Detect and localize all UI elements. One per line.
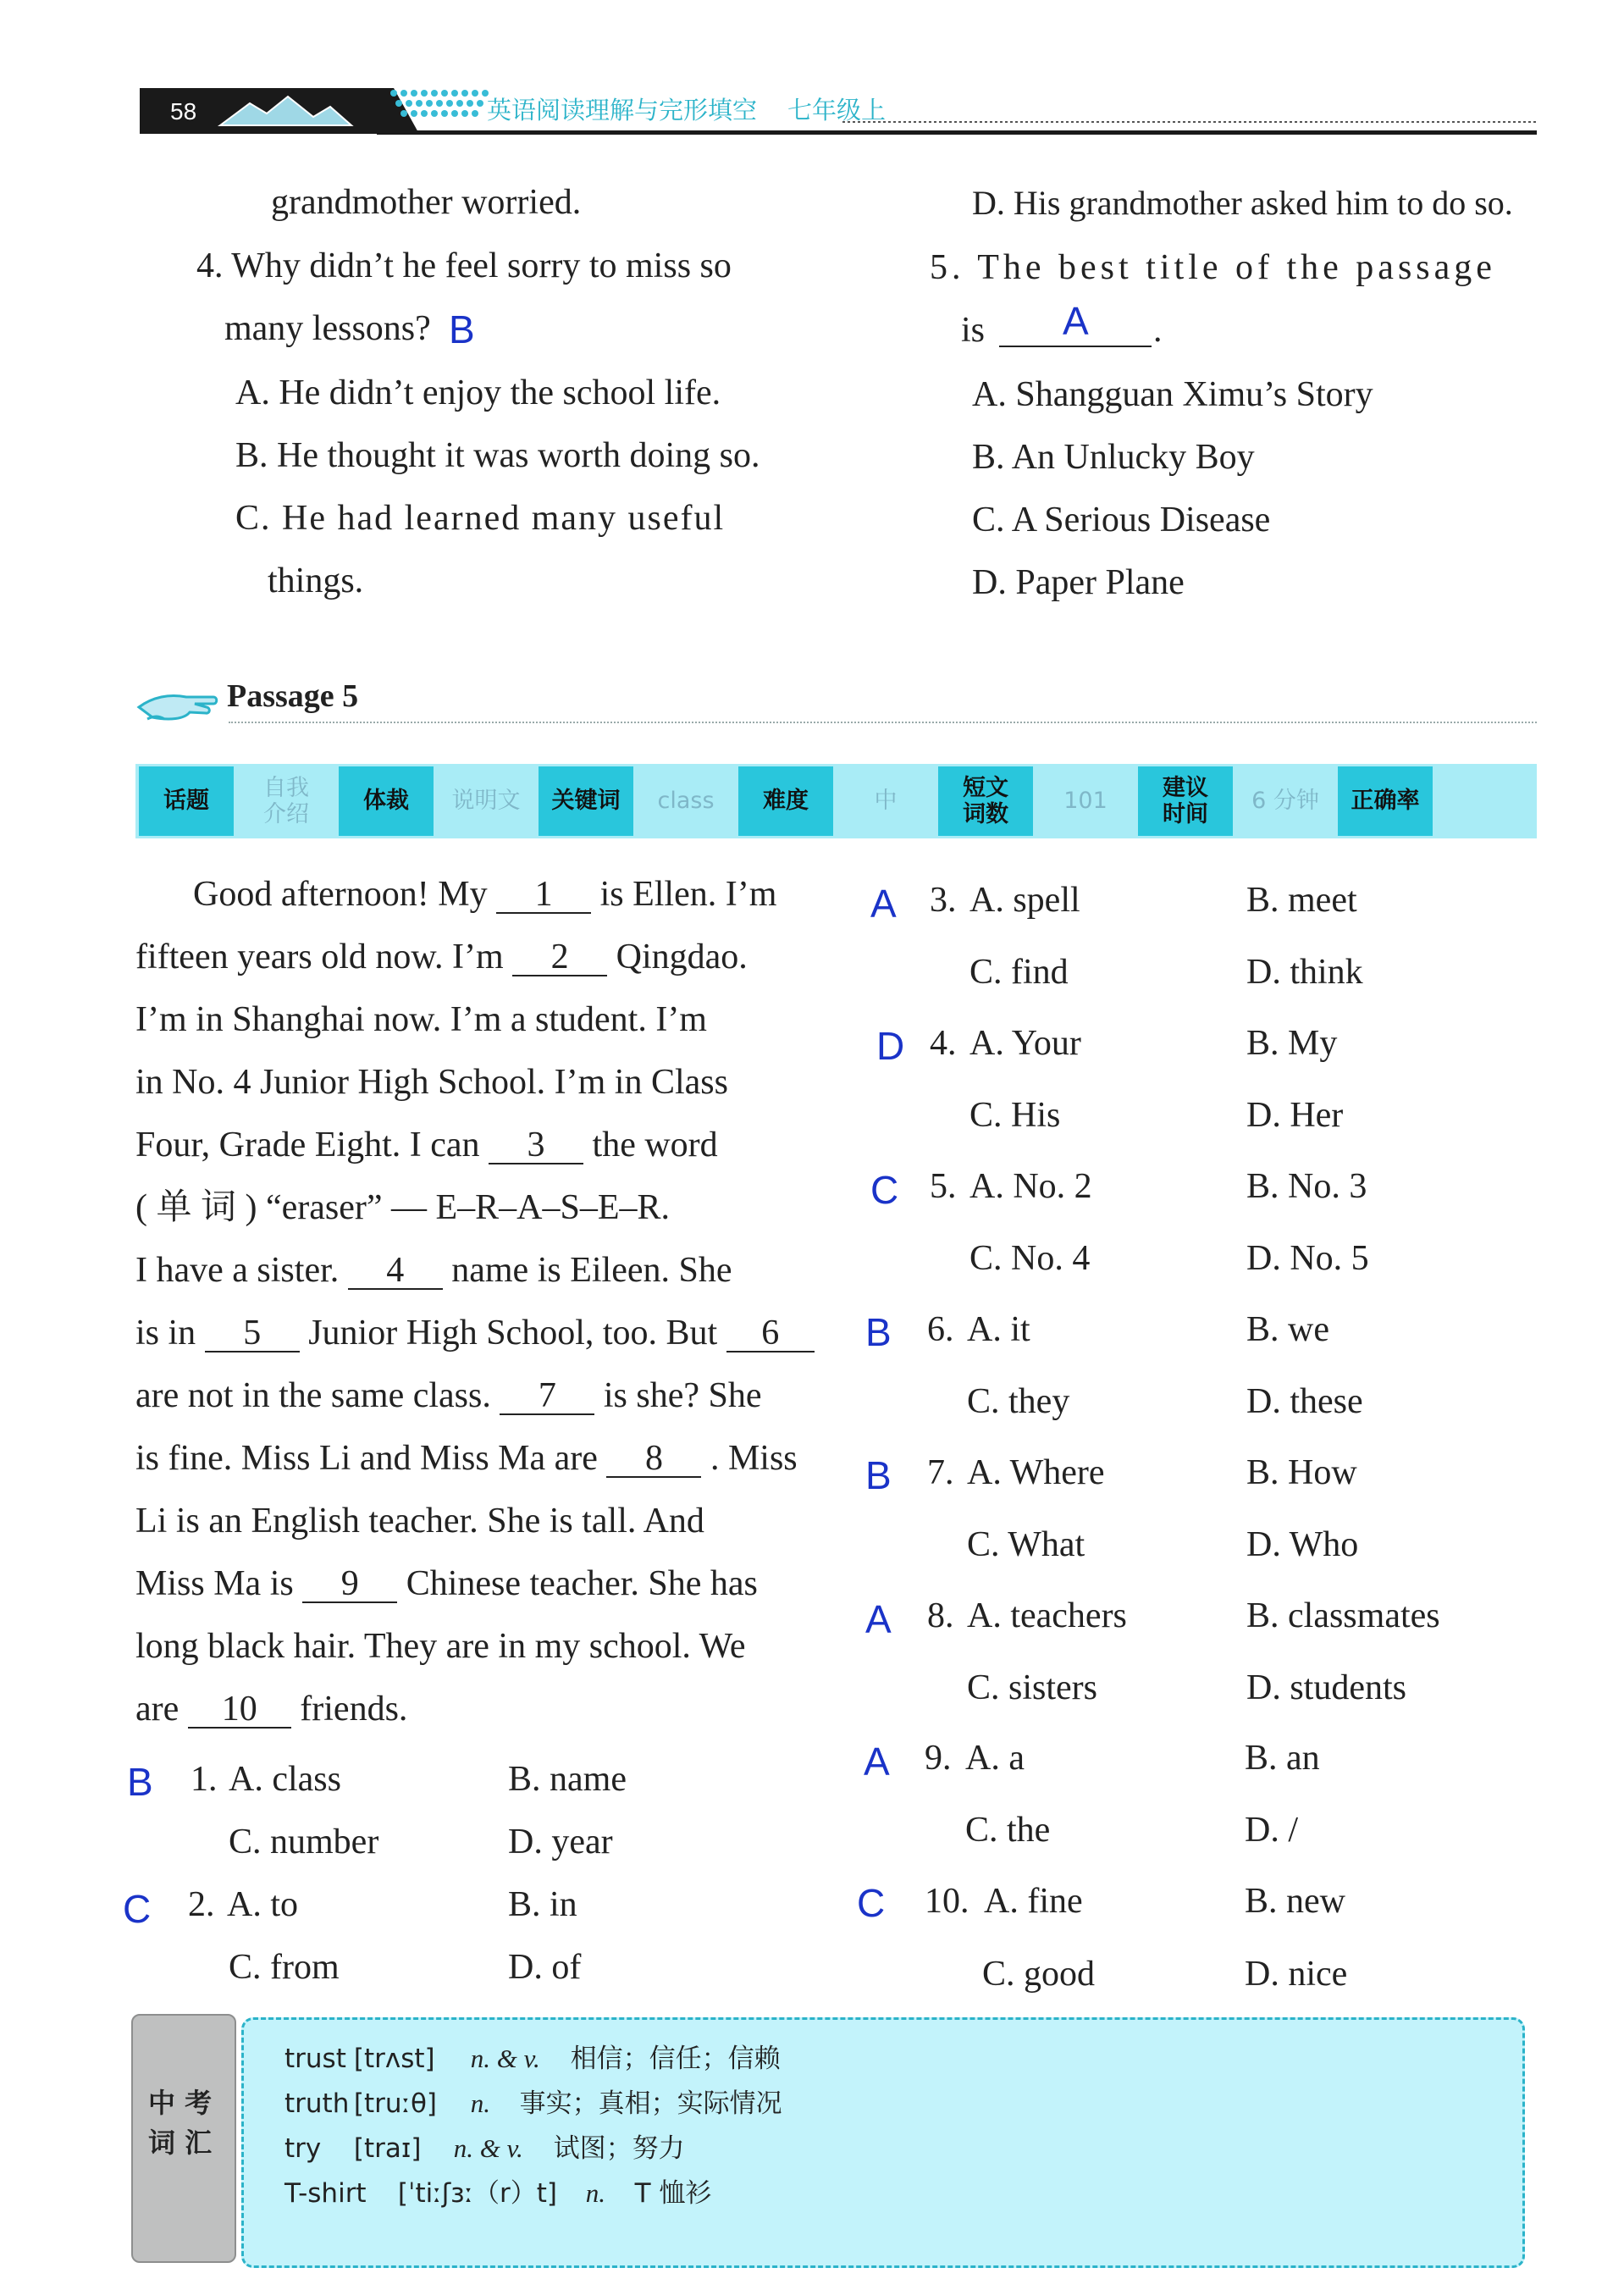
- q5-answer: A: [1063, 299, 1089, 343]
- blank-10: 10: [188, 1691, 291, 1729]
- q10-option-d: D. nice: [1245, 1955, 1348, 1994]
- q4-option-c-cloze: C. His: [969, 1096, 1061, 1135]
- q5-option-c: C. A Serious Disease: [972, 501, 1271, 539]
- passage-line: ( 单 词 ) “eraser” — E–R–A–S–E–R.: [135, 1188, 671, 1227]
- q5-stem-end: .: [1153, 311, 1163, 350]
- passage-divider: [229, 722, 1537, 723]
- vocab-item: [284, 2171, 711, 2210]
- passage-line: are 10 friends.: [135, 1690, 408, 1729]
- passage-line: I have a sister. 4 name is Eileen. She: [135, 1251, 732, 1290]
- q6-num: 6.: [927, 1310, 954, 1349]
- vocab-pos: n.: [585, 2178, 605, 2208]
- q1-option-b: B. name: [508, 1760, 627, 1799]
- vocab-phonetic: [ˈtiːʃɜː（r）t]: [397, 2178, 558, 2209]
- q5-option-a: A. Shangguan Ximu’s Story: [972, 375, 1373, 414]
- q4-option-b-cloze: B. My: [1246, 1024, 1338, 1063]
- info-difficulty-value: 中: [837, 766, 935, 836]
- q10-answer: C: [857, 1881, 886, 1925]
- q3-answer: A: [870, 882, 897, 926]
- grade-label: 七年级上: [787, 96, 887, 124]
- q9-option-a: A. a: [965, 1739, 1025, 1778]
- vocab-pos: n.: [470, 2088, 490, 2118]
- q3-option-c: C. find: [969, 953, 1069, 992]
- q4-option-d-cloze: D. Her: [1246, 1096, 1344, 1135]
- q8-num: 8.: [927, 1596, 954, 1635]
- q3-option-b: B. meet: [1246, 881, 1357, 920]
- q4-stem-line1: 4. Why didn’t he feel sorry to miss so: [196, 246, 732, 285]
- q4-stem-line2: many lessons?: [224, 309, 431, 348]
- q2-option-c: C. from: [229, 1948, 340, 1987]
- q6-option-c: C. they: [967, 1382, 1070, 1421]
- q5-option-a-cloze: A. No. 2: [969, 1167, 1092, 1206]
- q8-option-c: C. sisters: [967, 1668, 1098, 1707]
- book-title: 英语阅读理解与完形填空: [487, 96, 758, 124]
- q5-blank: [999, 346, 1152, 347]
- vocab-pos: n. & v.: [470, 2044, 540, 2073]
- passage-line: in No. 4 Junior High School. I’m in Class: [135, 1063, 728, 1102]
- blank-4: 4: [348, 1253, 443, 1290]
- passage-line: I’m in Shanghai now. I’m a student. I’m: [135, 1000, 707, 1039]
- q9-option-c: C. the: [965, 1811, 1051, 1850]
- blank-3: 3: [489, 1127, 583, 1164]
- vocab-pos: n. & v.: [453, 2133, 523, 2163]
- q5-option-b-cloze: B. No. 3: [1246, 1167, 1367, 1206]
- vocab-word: trust: [284, 2044, 346, 2074]
- passage-line: Four, Grade Eight. I can 3 the word: [135, 1126, 718, 1164]
- q3-num: 3.: [930, 881, 957, 920]
- q3-option-d: D. His grandmother asked him to do so.: [972, 184, 1513, 222]
- blank-2: 2: [512, 939, 607, 976]
- q7-option-d: D. Who: [1246, 1525, 1359, 1564]
- blank-8: 8: [606, 1441, 701, 1478]
- q4-option-c: C. He had learned many useful: [235, 499, 726, 538]
- info-time-label: 建议时间: [1138, 766, 1233, 836]
- blank-6: 6: [726, 1315, 815, 1352]
- q10-num: 10.: [925, 1882, 969, 1921]
- q5-option-b: B. An Unlucky Boy: [972, 438, 1255, 477]
- q2-option-d: D. of: [508, 1948, 582, 1987]
- q7-num: 7.: [927, 1453, 954, 1492]
- q8-option-b: B. classmates: [1246, 1596, 1440, 1635]
- q9-num: 9.: [925, 1739, 952, 1778]
- q2-option-b: B. in: [508, 1885, 577, 1924]
- vocab-item: [284, 2082, 782, 2120]
- q4-num: 4.: [930, 1024, 957, 1063]
- vocab-meaning: 相信；信任；信赖: [570, 2044, 781, 2074]
- q7-option-b: B. How: [1246, 1453, 1357, 1492]
- q1-num: 1.: [191, 1760, 218, 1799]
- q7-option-c: C. What: [967, 1525, 1085, 1564]
- q4-option-a: A. He didn’t enjoy the school life.: [235, 373, 721, 412]
- q5-option-d: D. Paper Plane: [972, 563, 1185, 602]
- q4-option-b: B. He thought it was worth doing so.: [235, 436, 760, 475]
- q9-option-d: D. /: [1245, 1811, 1298, 1850]
- q6-option-b: B. we: [1246, 1310, 1329, 1349]
- q5-stem-line1: 5. The best title of the passage: [930, 248, 1496, 287]
- vocab-meaning: T 恤衫: [634, 2178, 712, 2209]
- vocab-meaning: 试图；努力: [553, 2133, 685, 2164]
- info-topic-value: 自我介绍: [237, 766, 335, 836]
- q7-option-a: A. Where: [967, 1453, 1105, 1492]
- blank-7: 7: [500, 1378, 594, 1415]
- q1-answer: B: [127, 1760, 153, 1804]
- info-accuracy-label: 正确率: [1338, 766, 1433, 836]
- q3-tail: grandmother worried.: [271, 183, 582, 222]
- q6-option-a: A. it: [967, 1310, 1030, 1349]
- vocab-word: T-shirt: [284, 2178, 367, 2209]
- passage-line: is fine. Miss Li and Miss Ma are 8 . Miss: [135, 1439, 798, 1478]
- q1-option-c: C. number: [229, 1823, 379, 1861]
- q6-option-d: D. these: [1246, 1382, 1363, 1421]
- passage-line: long black hair. They are in my school. We: [135, 1627, 746, 1666]
- q4-option-a-cloze: A. Your: [969, 1024, 1081, 1063]
- q10-option-b: B. new: [1245, 1882, 1345, 1921]
- q3-option-a: A. spell: [969, 881, 1080, 920]
- q5-stem-is: is: [961, 311, 986, 350]
- q9-option-b: B. an: [1245, 1739, 1320, 1778]
- q4-option-c-cont: things.: [268, 561, 364, 600]
- passage-title: Passage 5: [227, 678, 359, 714]
- page-header: [140, 85, 1537, 136]
- q1-option-d: D. year: [508, 1823, 613, 1861]
- q5-num: 5.: [930, 1167, 957, 1206]
- q2-option-a: A. to: [227, 1885, 298, 1924]
- passage-line: Good afternoon! My 1 is Ellen. I’m: [193, 875, 777, 914]
- info-time-value: 6 分钟: [1236, 766, 1334, 836]
- passage-line: fifteen years old now. I’m 2 Qingdao.: [135, 938, 748, 976]
- q8-answer: A: [865, 1597, 892, 1641]
- q10-option-c: C. good: [982, 1955, 1096, 1994]
- blank-1: 1: [496, 877, 591, 914]
- q4-answer: B: [449, 307, 475, 351]
- info-wordcount-value: 101: [1036, 766, 1135, 836]
- blank-5: 5: [205, 1315, 300, 1352]
- q4-answer-cloze: D: [876, 1024, 905, 1068]
- info-difficulty-label: 难度: [738, 766, 833, 836]
- info-genre-label: 体裁: [339, 766, 434, 836]
- pointing-hand-icon: [135, 682, 220, 724]
- vocab-word: truth: [284, 2088, 350, 2119]
- info-keyword-value: class: [637, 766, 735, 836]
- passage-line: Miss Ma is 9 Chinese teacher. She has: [135, 1564, 758, 1603]
- info-topic-label: 话题: [139, 766, 234, 836]
- q8-option-a: A. teachers: [967, 1596, 1127, 1635]
- q9-answer: A: [864, 1740, 890, 1784]
- vocab-word: try: [284, 2133, 322, 2164]
- q2-answer: C: [123, 1887, 152, 1931]
- q7-answer: B: [865, 1453, 892, 1497]
- passage-line: is in 5 Junior High School, too. But 6: [135, 1315, 815, 1352]
- q2-num: 2.: [188, 1885, 215, 1924]
- vocab-phonetic: [trʌst]: [353, 2044, 435, 2074]
- vocab-label-line1: 中 考: [148, 2087, 213, 2119]
- blank-9: 9: [302, 1566, 397, 1603]
- passage-line: are not in the same class. 7 is she? She: [135, 1376, 762, 1415]
- q6-answer: B: [865, 1310, 892, 1354]
- info-accuracy-value: [1436, 766, 1534, 836]
- q5-answer-cloze: C: [870, 1168, 899, 1212]
- info-wordcount-label: 短文词数: [938, 766, 1033, 836]
- page-number: 58: [170, 98, 197, 124]
- info-genre-value: 说明文: [437, 766, 535, 836]
- vocab-phonetic: [traɪ]: [353, 2133, 422, 2164]
- q1-option-a: A. class: [229, 1760, 341, 1799]
- passage-line: Li is an English teacher. She is tall. And: [135, 1502, 704, 1541]
- q8-option-d: D. students: [1246, 1668, 1406, 1707]
- vocab-meaning: 事实；真相；实际情况: [519, 2088, 782, 2119]
- q3-option-d: D. think: [1246, 953, 1363, 992]
- vocab-phonetic: [truːθ]: [353, 2088, 438, 2119]
- q5-option-c-cloze: C. No. 4: [969, 1239, 1091, 1278]
- vocab-item: [284, 2127, 685, 2165]
- info-keyword-label: 关键词: [539, 766, 633, 836]
- q5-option-d-cloze: D. No. 5: [1246, 1239, 1369, 1278]
- vocab-label-line2: 词 汇: [148, 2127, 213, 2159]
- vocab-item: [284, 2037, 781, 2075]
- q10-option-a: A. fine: [984, 1882, 1083, 1921]
